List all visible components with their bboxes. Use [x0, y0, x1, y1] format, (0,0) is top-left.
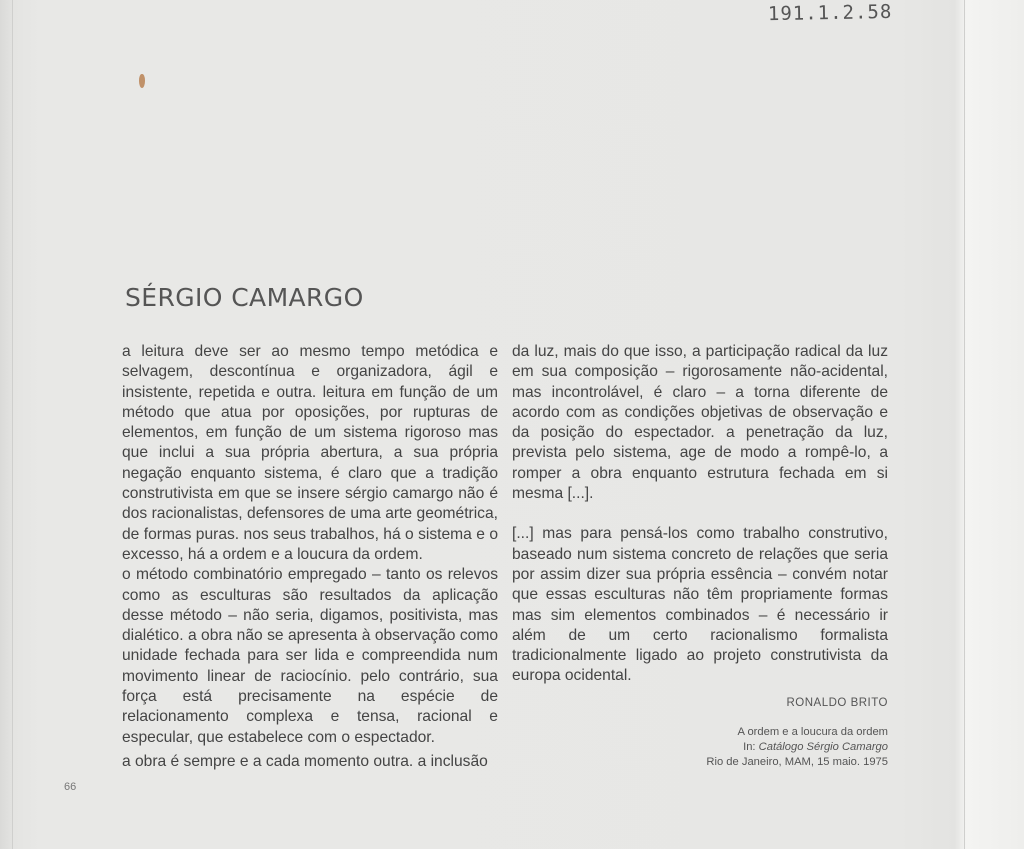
page-edge-shadow [12, 0, 13, 849]
paragraph: a leitura deve ser ao mesmo tempo metódica e selvagem, descontínua e organizadora, ágil e insistente, repetida e outra. leitura em função de um método que atua por oposições, por rupturas de elementos, em função de um sistema rigoroso mas que inclui a sua própria abertura, a sua própria negação enquanto sistema, é claro que a tradição construtivista em que se insere sérgio camargo não é dos racionalistas, defensores de uma arte geométrica, de formas puras. nos seus trabalhos, há o sistema e o excesso, há a ordem e a loucura da ordem. [122, 343, 498, 563]
author-attribution: RONALDO BRITO [786, 697, 888, 709]
catalog-title: Catálogo Sérgio Camargo [758, 741, 888, 753]
citation-source: In: Catálogo Sérgio Camargo [743, 741, 888, 753]
text-column-right [512, 342, 888, 687]
paragraph: a obra é sempre e a cada momento outra. a inclusão [122, 752, 488, 770]
paragraph: [...] mas para pensá-los como trabalho construtivo, baseado num sistema concreto de relações que seria por assim dizer sua própria essência – convém notar que essas esculturas não têm propriamente formas mas sim elementos combinados – é necessário ir além de um certo racionalismo formalista tradicionalmente ligado ao projeto construtivista da europa ocidental. [512, 525, 888, 685]
page-number: 66 [64, 781, 77, 793]
text-column-left [122, 342, 498, 772]
handwritten-archive-number: 191.1.2.58 [767, 0, 893, 26]
article-title: SÉRGIO CAMARGO [125, 283, 364, 312]
paragraph: da luz, mais do que isso, a participação radical da luz em sua composição – rigorosamente não-acidental, mas incontrolável, é claro – a torna diferente de acordo com as condições objetivas de observação e da posição do espectador. a penetração da luz, prevista pelo sistema, age de modo a rompê-lo, a romper a obra enquanto estrutura fechada em si mesma [...]. [512, 343, 888, 503]
source-citation [600, 725, 888, 770]
page-fold-line [964, 0, 965, 849]
citation-place-date: Rio de Janeiro, MAM, 15 maio. 1975 [706, 756, 888, 768]
ink-mark [139, 74, 145, 88]
citation-title: A ordem e a loucura da ordem [737, 726, 888, 738]
paragraph: o método combinatório empregado – tanto os relevos como as esculturas são resultados da aplicação desse método – não seria, digamos, positivista, mas dialético. a obra não se apresenta à observação como unidade fechada para ser lida e compreendida num movimento linear de raciocínio. pelo contrário, sua força está precisamente na espécie de relacionamento complexa e tensa, racional e especular, que estabelece com o espectador. [122, 566, 498, 746]
